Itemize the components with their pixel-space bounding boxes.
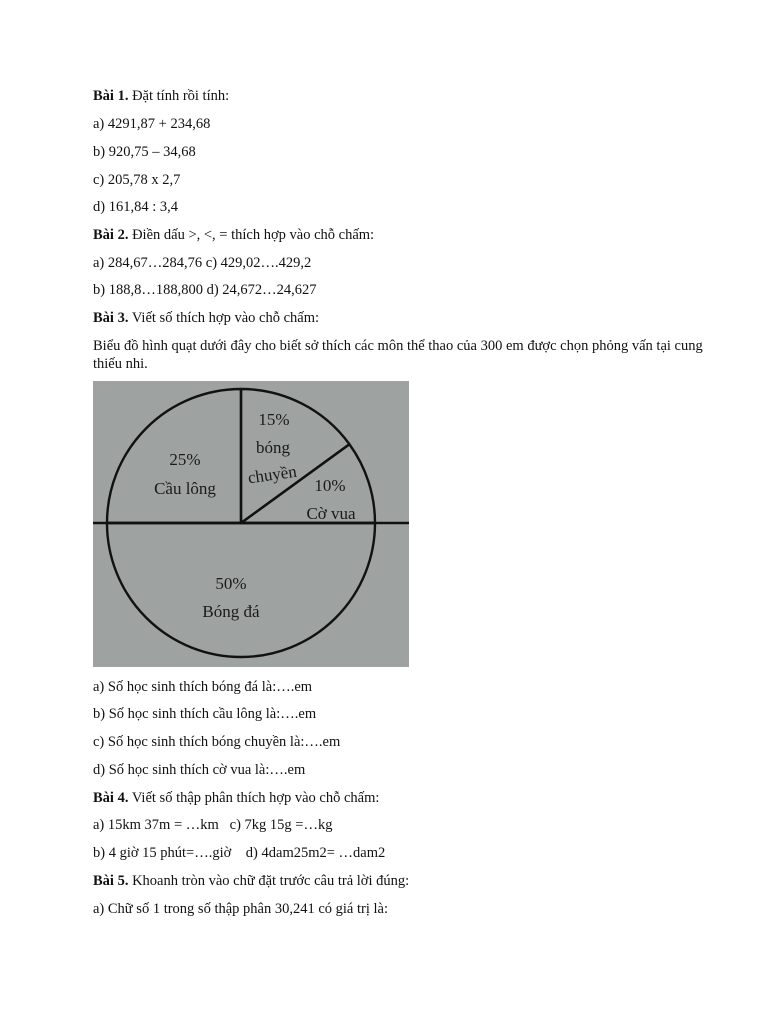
bai1-item-c: c) 205,78 x 2,7 (93, 172, 181, 188)
bai2-prompt: Điền dấu >, <, = thích hợp vào chỗ chấm: (132, 227, 375, 243)
bai5-title: Bài 5. (93, 873, 129, 889)
pie-label-cau-long-name: Cầu lông (154, 479, 216, 498)
bai1-item-b: b) 920,75 – 34,68 (93, 144, 196, 160)
pie-chart (93, 381, 409, 667)
pie-label-bong-chuyen-line1: bóng (256, 438, 290, 457)
bai3-item-c: c) Số học sinh thích bóng chuyền là:….em (93, 734, 341, 750)
bai4-prompt: Viết số thập phân thích hợp vào chỗ chấm: (131, 790, 380, 806)
pie-label-bong-chuyen-line2: chuyền (246, 461, 298, 488)
bai1-item-a: a) 4291,87 + 234,68 (93, 116, 211, 132)
bai4-heading (93, 789, 713, 807)
bai3-intro: Biểu đồ hình quạt dưới đây cho biết sở thích các môn thể thao của 300 em được chọn phỏng vấn tại cung thiếu nhi. (93, 338, 703, 372)
bai3-item-b: b) Số học sinh thích cầu lông là:….em (93, 706, 317, 722)
bai2-item-ac: a) 284,67…284,76 c) 429,02….429,2 (93, 255, 312, 271)
bai1-item-d: d) 161,84 : 3,4 (93, 199, 178, 215)
bai1-heading (93, 87, 713, 105)
bai3-item-a: a) Số học sinh thích bóng đá là:….em (93, 679, 313, 695)
pie-label-co-vua-name: Cờ vua (306, 504, 356, 523)
bai3-item-d: d) Số học sinh thích cờ vua là:….em (93, 762, 306, 778)
bai5-item-a: a) Chữ số 1 trong số thập phân 30,241 có giá trị là: (93, 901, 388, 917)
bai4-item-ac: a) 15km 37m = …km c) 7kg 15g =…kg (93, 817, 333, 833)
bai5-heading (93, 872, 713, 890)
bai1-title: Bài 1. (93, 88, 129, 104)
bai3-title: Bài 3. (93, 310, 129, 326)
pie-label-bong-da-pct: 50% (215, 574, 247, 593)
pie-label-co-vua-pct: 10% (314, 476, 346, 495)
pie-label-bong-chuyen-pct: 15% (258, 410, 290, 429)
bai3-heading (93, 309, 713, 327)
bai5-prompt: Khoanh tròn vào chữ đặt trước câu trả lời đúng: (132, 873, 410, 889)
bai4-title: Bài 4. (93, 790, 129, 806)
bai1-prompt: Đặt tính rồi tính: (132, 88, 230, 104)
bai3-prompt: Viết số thích hợp vào chỗ chấm: (131, 310, 320, 326)
pie-label-cau-long-pct: 25% (169, 450, 201, 469)
bai2-title: Bài 2. (93, 227, 129, 243)
bai2-item-bd: b) 188,8…188,800 d) 24,672…24,627 (93, 282, 317, 298)
pie-label-bong-da-name: Bóng đá (202, 602, 260, 621)
bai4-item-bd: b) 4 giờ 15 phút=….giờ d) 4dam25m2= …dam2 (93, 845, 386, 861)
bai2-heading (93, 226, 713, 244)
pie-chart-figure (93, 381, 409, 667)
